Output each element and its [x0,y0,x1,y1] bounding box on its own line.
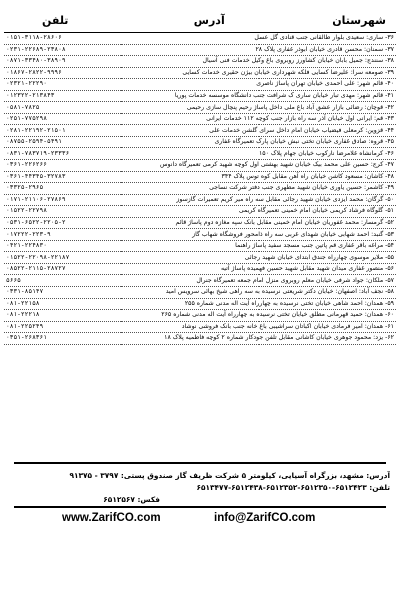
table-row [4,194,396,206]
row-address: ۳۷- سمنان: محسن قادری خیابان ابوذر غفاری پلاک ۲۸ [121,44,396,56]
table-row [4,67,396,79]
row-address: ۵۱- گلوگاه فرشاد کریمی خیابان امام خمینی تعمیرگاه کریمی [121,206,396,218]
dealer-table [4,8,396,345]
table-row [4,206,396,218]
row-address: ۵۹- همدان: احمد شاهی خیابان تختی نرسیده به چهارراه آیت اله مدنی شماره ۲۵۵ [121,298,396,310]
table-row [4,217,396,229]
row-address: ۶۲- یزد: محمود جوهری خیابان کاشانی مقابل تلفن جودکار شماره ۲ کوچه فاطمیه پلاک ۱۸ [121,333,396,345]
row-phone: ۰۸۱-۲۲۲۱۸ [4,310,121,322]
row-phone: ۰۲۳۲۱-۲۲۲۹۰ [4,79,121,91]
row-address: ۳۶- ساری: سعیدی بلوار طالقانی جنب قنادی گل عسل [121,33,396,45]
row-phone: ۰۸۷۵۵-۲۵۹۴-۵۴۹۱ [4,136,121,148]
footer-fax: فکس: ۶۵۱۲۵۶۷ [103,495,160,504]
row-phone: ۰۱۸۶۷-۲۸۲۲-۹۹۹۶ [4,67,121,79]
table-row [4,33,396,45]
divider-top [14,462,386,464]
table-row [4,171,396,183]
table-row [4,102,396,114]
row-phone: ۰۸۳۱-۷۸۳۷۱۹-۲۳۳۳۶ [4,148,121,160]
row-address: ۵۷- ملکان: جواد شرفی خیابان معلم روبروی منزل امام جمعه تعمیرگاه جنرال [121,275,396,287]
contact-info [10,470,390,506]
table-row [4,252,396,264]
row-phone: ۰۸۱-۲۲۱۵۸ [4,298,121,310]
table-body [4,33,396,345]
row-address: ۵۳- گنبد: احمد شهابی خیابان شهدای غربی سه راه ذامحور فروشگاه شهاب گاز [121,229,396,241]
table-row [4,148,396,160]
row-address: ۵۰- گرگان: محمد ایزدی خیابان شهید رجائی مقابل سه راه میر کریم تعمیرات گازسوز [121,194,396,206]
table-row [4,44,396,56]
table-row [4,310,396,322]
row-phone: ۰۳۳۱-۸۵۱۴۷ [4,287,121,299]
row-phone: ۵۶۶۵ [4,275,121,287]
row-phone: ۰۵۳۱-۶۵۲۲-۲۲۰۵-۲ [4,217,121,229]
row-address: ۴۹- کاشمر: حسین یاوری خیابان شهید مطهری جنب دفتر شرکت نساجی [121,183,396,195]
table-row [4,275,396,287]
row-phone: ۰۳۶۱-۴۴۳۴۵-۳۲۷۸۳ [4,171,121,183]
row-address: ۳۸- سنندج: جمیل بابان خیابان کشاورز روبروی باغ وکیل خدمات فنی آسیال [121,56,396,68]
row-address: ۵۶- منصور غفاری میدان شهید مقابل شهید حسین فهمیده پاساژ آتیه [121,263,396,275]
table-row [4,90,396,102]
row-phone: ۰۱۷۱-۲۱۱۰۶-۲۷۸۶۹ [4,194,121,206]
row-phone: ۰۳۵۱-۲۶۸۳۶۱ [4,333,121,345]
divider-bottom [14,506,386,508]
table-row [4,125,396,137]
table-row [4,79,396,91]
row-address: ۴۴- قزوین: کرمعلی فیضیاب خیابان امام داخل سرای گلشن خدمات علی [121,125,396,137]
row-phone: ۰۵۸۱-۷۸۲۵ [4,102,121,114]
header-address: آدرس [121,8,259,33]
table-row [4,160,396,172]
row-phone: ۰۳۳۲۵-۲۹۶۵ [4,183,121,195]
table-row [4,321,396,333]
row-address: ۶۰- همدان: حمید قهرمانی مطلق خیابان تختی نرسیده به چهارراه آیت اله مدنی شماره ۲۶۵ [121,310,396,322]
header-phone: تلفن [4,8,121,33]
table-header-row [4,8,396,33]
table-row [4,333,396,345]
table-row [4,183,396,195]
row-address: ۴۰- قائم شهر: علی احمدی خیابان تهران پاساژ ناصری [121,79,396,91]
row-address: ۵۲- گرمسار: محمد غفوریان خیابان امام خمینی مقابل بانک سپه مغازه دوم پاساژ قائم [121,217,396,229]
row-phone: ۰۳۶۱-۲۲۶۲۶۶ [4,160,121,172]
row-address: ۶۱- همدان: امیر فرمادی خیابان اکباتان سراشیبی باغ خانه جنب بانک فروشی نوشاد [121,321,396,333]
row-phone: ۰۸۵۲۲-۲۱۱۵-۲۸۷۲۷ [4,263,121,275]
footer-phones: تلفن: ۶۵۱۲۴۲۳-۶۵۱۲۳۵۰-۶۵۱۲۳۵۲-۶۵۱۲۴۳۸-۶۵۱۳۴۷۷ [196,483,390,492]
row-address: ۵۸- نجف آباد: اصفهان: خیابان دکتر شریعتی نرسیده به سه راهی شیخ بهائی سرویس امید [121,287,396,299]
row-phone: ۰۱۲۳۲۲-۲۱۳۸۴۳ [4,90,121,102]
row-phone: ۰۸۱-۲۲۵۲۴۹ [4,321,121,333]
row-address: ۴۷- کرج: حسین علی محمد بیک خیابان شهید بهشتی اول کوچه شهید کرمی تعمیرگاه دانوس [121,160,396,172]
table-row [4,229,396,241]
row-phone: ۰۸۷۱-۳۳۴۸۰-۳۸۹۰۹ [4,56,121,68]
footer-address: آدرس: مشهد، بزرگراه آسیایی، کیلومتر ۵ شرکت ظریف گاز صندوق پستی: ۳۷۹۷ - ۹۱۳۷۵ [69,471,390,480]
table-row [4,136,396,148]
row-address: ۳۹- صومعه سرا: علیرضا کسایی فلکه شهرداری خیابان بیژن حقیری خدمات کسایی [121,67,396,79]
table-row [4,56,396,68]
row-phone: ۰۱۷۲۲۲-۲۲۳-۹ [4,229,121,241]
table-row [4,240,396,252]
email-link[interactable]: info@ZarifCO.com [214,512,316,524]
row-phone: ۰۴۲۱-۲۲۴۸۳۰ [4,240,121,252]
website-link[interactable]: www.ZarifCO.com [62,512,161,524]
table-row [4,263,396,275]
header-city: شهرستان [259,8,397,33]
table-row [4,287,396,299]
row-phone: ۰۱۵۲۲-۲۲۰۹۸-۲۲۱۸۷ [4,252,121,264]
row-phone: ۰۱۵۱-۳۱۱۸-۲۸۶۰۶ [4,33,121,45]
row-address: ۴۵- قروه: صادق غفاری خیابان تختی نبش خیابان پارک تعمیرگاه غفاری [121,136,396,148]
row-address: ۵۵- ملایر موسوی چهارراه جندق ابتدای خیابان شهید رجائی [121,252,396,264]
row-phone: ۰۲۵۱-۷۷۵۲۹۸ [4,113,121,125]
row-address: ۴۱- قائم شهر: مهدی تبار خیابان ساری ک شرافت جنب دانشگاه موسسه خدمات پوریا [121,90,396,102]
row-phone: ۰۲۳۱-۲۲۶۸۹-۲۳۸۰۸ [4,44,121,56]
row-address: ۴۲- قوچان: رضائی بازار عشق آباد باغ ملی داخل پاساژ رحیم پنچال سازی رحیمی [121,102,396,114]
row-phone: ۰۱۵۲۲-۲۲۷۹۸ [4,206,121,218]
row-address: ۴۸- کاشان: مسعود کاشن خیابان راه آهن مقابل کوه توس پلاک ۳۴۴ [121,171,396,183]
row-phone: ۰۲۸۱-۲۲۱۹۲-۲۱۵۰۱ [4,125,121,137]
row-address: ۵۴- مراغه باقر غفاری قم پاتین جنب مسجد سفید پاساژ راهنما [121,240,396,252]
row-address: ۴۶- کرمانشاه غلامرضا نارکوب خیابان جهام پلاک ۱۵۰ [121,148,396,160]
table-row [4,113,396,125]
row-address: ۴۳- قم: ایرانی اول خیابان آذر سه راه بازار جنب کوچه ۱۱۲ خدمات ایرانی [121,113,396,125]
table-row [4,298,396,310]
